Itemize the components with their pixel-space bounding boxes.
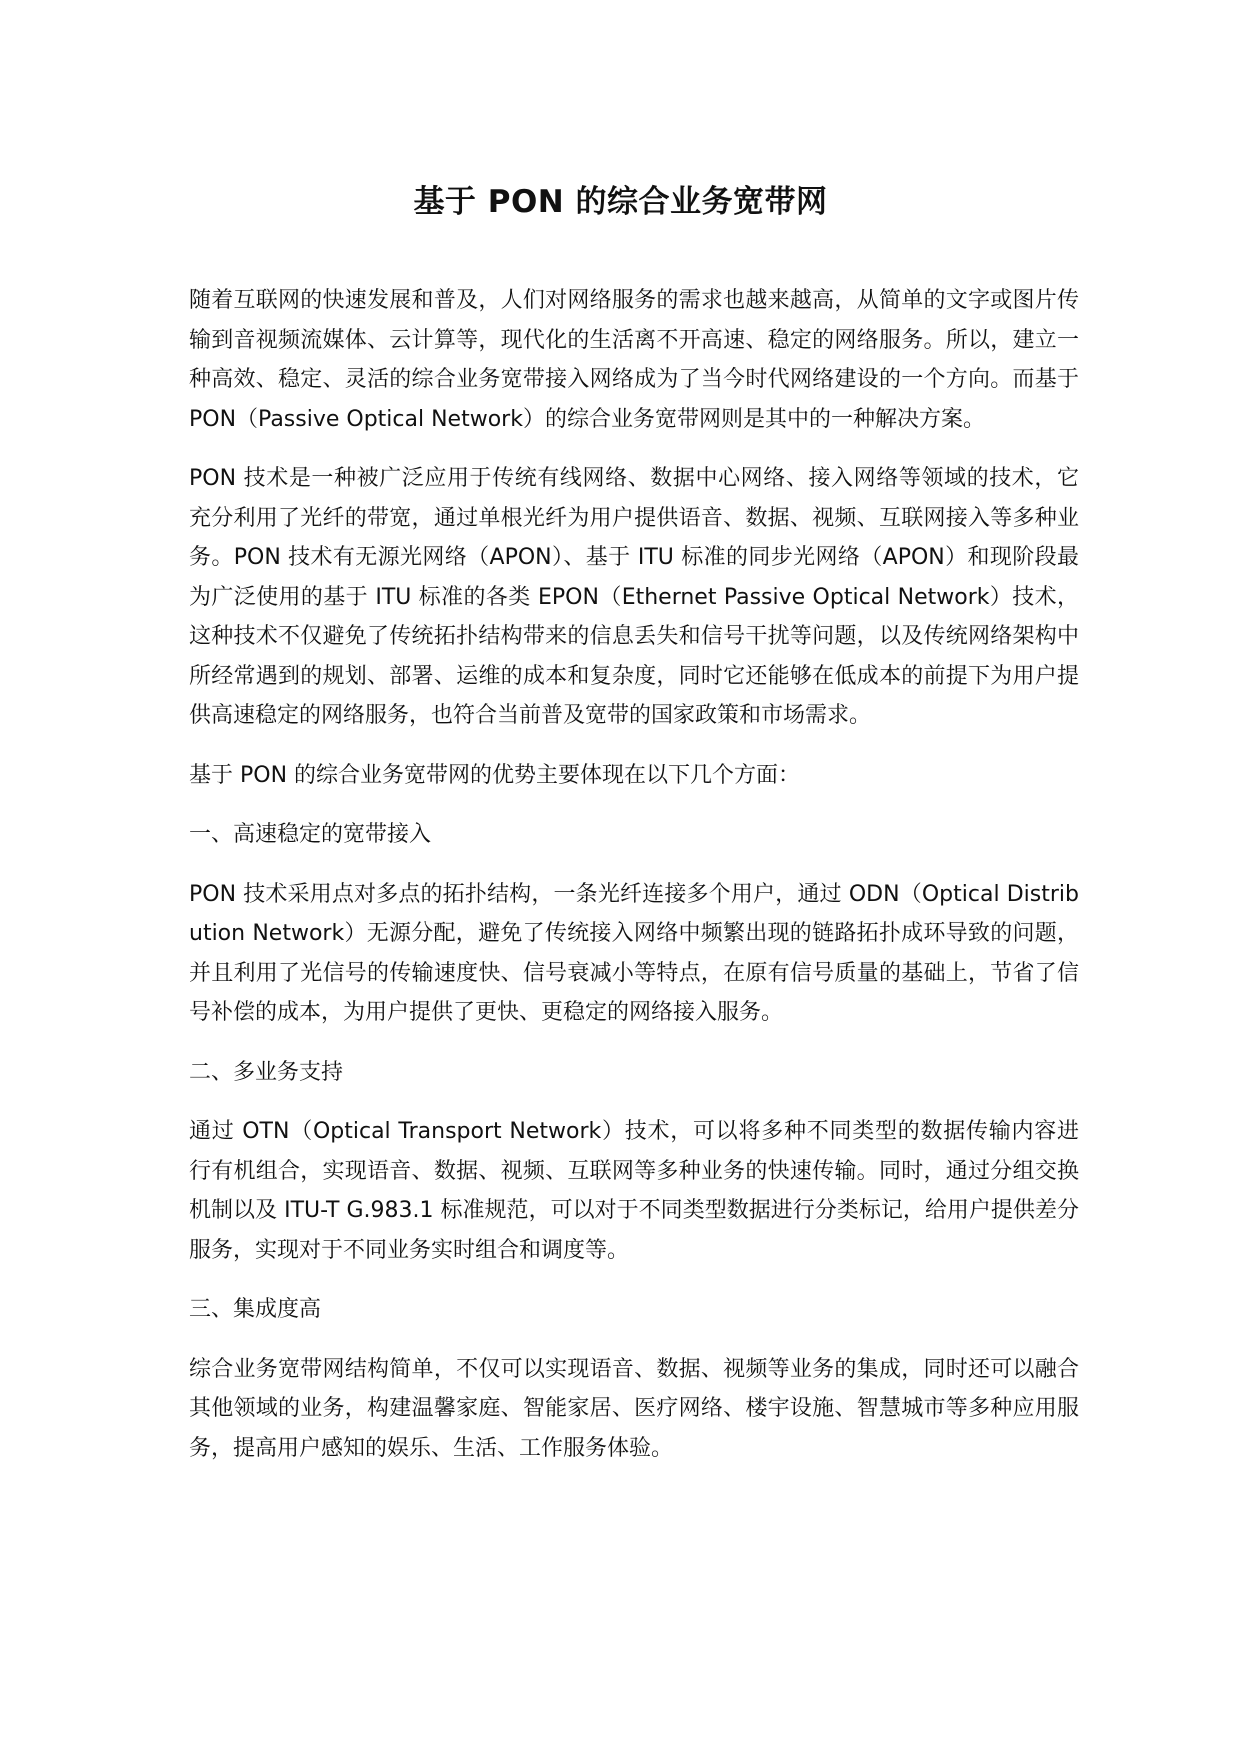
document-body — [189, 281, 1079, 1488]
section-heading-1: 一、高速稳定的宽带接入 — [189, 822, 432, 847]
section-heading-3: 三、集成度高 — [189, 1297, 322, 1322]
document-title: 基于 PON 的综合业务宽带网 — [413, 184, 828, 220]
section-3-text: 综合业务宽带网结构简单，不仅可以实现语音、数据、视频等业务的集成，同时还可以融合其他领域的业务，构建温馨家庭、智能家居、医疗网络、楼宇设施、智慧城市等多种应用服务，提高用户感知的娱乐、生活、工作服务体验。 — [189, 1356, 1079, 1461]
section-heading-2: 二、多业务支持 — [189, 1059, 344, 1085]
paragraph-advantages-intro: 基于 PON 的综合业务宽带网的优势主要体现在以下几个方面： — [189, 762, 801, 788]
paragraph-pon-technology: PON 技术是一种被广泛应用于传统有线网络、数据中心网络、接入网络等领域的技术，它充分利用了光纤的带宽，通过单根光纤为用户提供语音、数据、视频、互联网接入等多种业务。PON 技术有无源光网络（APON）、基于 ITU 标准的同步光网络（APON）和现阶段最为广泛使用的基于 ITU 标准的各类 EPON（Ethernet Passive Optical Network）技术，这种技术不仅避免了传统拓扑结构带来的信息丢失和信号干扰等问题，以及传统网络架构中所经常遇到的规划、部署、运维的成本和复杂度，同时它还能够在低成本的前提下为用户提供高速稳定的网络服务，也符合当前普及宽带的国家政策和市场需求。 — [189, 466, 1079, 728]
section-1-text: PON 技术采用点对多点的拓扑结构，一条光纤连接多个用户，通过 ODN（Optical Distribution Network）无源分配，避免了传统接入网络中频繁出现的链路拓扑成环导致的问题，并且利用了光信号的传输速度快、信号衰减小等特点，在原有信号质量的基础上，节省了信号补偿的成本，为用户提供了更快、更稳定的网络接入服务。 — [189, 881, 1079, 1025]
paragraph-intro: 随着互联网的快速发展和普及，人们对网络服务的需求也越来越高，从简单的文字或图片传输到音视频流媒体、云计算等，现代化的生活离不开高速、稳定的网络服务。所以，建立一种高效、稳定、灵活的综合业务宽带接入网络成为了当今时代网络建设的一个方向。而基于 PON（Passive Optical Network）的综合业务宽带网则是其中的一种解决方案。 — [189, 288, 1079, 432]
section-2-text: 通过 OTN（Optical Transport Network）技术，可以将多种不同类型的数据传输内容进行有机组合，实现语音、数据、视频、互联网等多种业务的快速传输。同时，通过分组交换机制以及 ITU-T G.983.1 标准规范，可以对于不同类型数据进行分类标记，给用户提供差分服务，实现对于不同业务实时组合和调度等。 — [189, 1119, 1079, 1263]
